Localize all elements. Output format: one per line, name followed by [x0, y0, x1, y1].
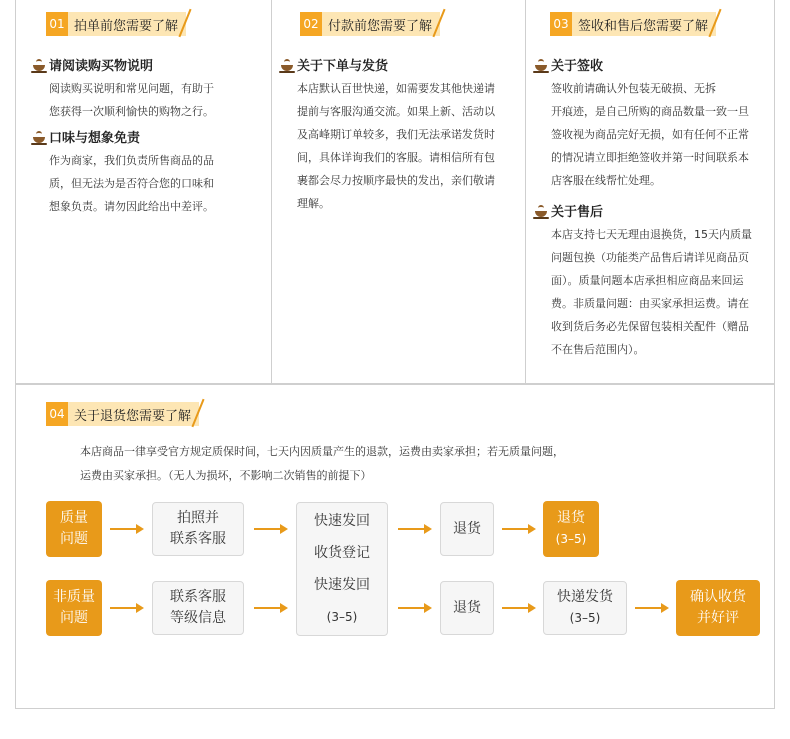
coffee-cup-icon — [533, 205, 549, 219]
paragraph-line: 面）。质量问题本店承担相应商品来回运 — [551, 274, 744, 287]
box-line: (3–5) — [326, 610, 358, 624]
paragraph-line: 不在售后范围内）。 — [551, 343, 645, 356]
return-box-bottom — [440, 581, 494, 635]
paragraph-line: 阅读购买说明和常见问题，有助于 — [49, 82, 214, 95]
box-line: (3–5) — [569, 611, 601, 625]
heading-text: 关于下单与发货 — [297, 58, 389, 74]
section-number: 04 — [46, 402, 68, 426]
box-line: 联系客服 — [170, 589, 226, 605]
box-line: 退货 — [557, 510, 585, 526]
paragraph-line: 本店支持七天无理由退换货，15天内质量 — [551, 228, 752, 241]
box-line: (3–5) — [555, 532, 587, 546]
item-paragraph — [279, 77, 495, 215]
paragraph-line: 您获得一次顺利愉快的购物之行。 — [49, 105, 214, 118]
section-01-content — [31, 56, 214, 218]
item-paragraph — [31, 149, 214, 218]
coffee-cup-icon — [31, 59, 47, 73]
confirm-receipt-box — [676, 580, 760, 636]
box-line: 质量 — [60, 510, 88, 526]
paragraph-line: 提前与客服沟通交流。如果上新、活动以 — [297, 105, 495, 118]
coffee-cup-icon — [533, 59, 549, 73]
section-02-content — [279, 56, 495, 215]
badge-slash-decoration — [716, 12, 726, 36]
coffee-cup-icon — [31, 131, 47, 145]
arrow-right-icon — [502, 603, 536, 613]
heading-text: 请阅读购买物说明 — [49, 58, 154, 74]
ship-back-box — [296, 502, 388, 636]
box-line: 并好评 — [697, 610, 739, 626]
photo-contact-box — [152, 502, 244, 556]
section-title: 签收和售后您需要了解 — [572, 12, 716, 36]
box-line: 问题 — [60, 610, 88, 626]
arrow-right-icon — [254, 524, 288, 534]
box-line: 确认收货 — [690, 589, 746, 605]
section-title: 关于退货您需要了解 — [68, 402, 199, 426]
box-line: 退货 — [453, 599, 481, 616]
section-number: 01 — [46, 12, 68, 36]
intro-line: 本店商品一律享受官方规定质保时间，七天内因质量产生的退款，运费由卖家承担；若无质量问题， — [80, 445, 564, 458]
item-heading — [533, 202, 752, 222]
box-line: 退货 — [453, 520, 481, 537]
item-heading — [31, 56, 214, 76]
quality-issue-box — [46, 501, 102, 557]
paragraph-line: 本店默认百世快递，如需要发其他快递请 — [297, 82, 495, 95]
refund-box — [543, 501, 599, 557]
paragraph-line: 的情况请立即拒绝签收并第一时间联系本 — [551, 151, 749, 164]
paragraph-line: 问题包换（功能类产品售后请详见商品页 — [551, 251, 749, 264]
arrow-right-icon — [502, 524, 536, 534]
item-heading — [533, 56, 752, 76]
paragraph-line: 想象负责。请勿因此给出中差评。 — [49, 200, 214, 213]
intro-line: 运费由买家承担。（无人为损坏，不影响二次销售的前提下） — [80, 469, 372, 482]
item-heading — [279, 56, 495, 76]
section-number: 03 — [550, 12, 572, 36]
section-title: 付款前您需要了解 — [322, 12, 440, 36]
item-paragraph — [533, 77, 752, 192]
coffee-cup-icon — [279, 59, 295, 73]
box-line: 快递发货 — [557, 589, 613, 605]
column-divider — [271, 0, 272, 384]
paragraph-line: 裹都会尽力按顺序最快的发出，亲们敬请 — [297, 174, 495, 187]
item-paragraph — [533, 223, 752, 361]
paragraph-line: 及高峰期订单较多，我们无法承诺发货时 — [297, 128, 495, 141]
box-line: 等级信息 — [170, 610, 226, 626]
box-line: 收货登记 — [314, 545, 370, 561]
box-line: 联系客服 — [170, 531, 226, 547]
column-divider — [525, 0, 526, 384]
returns-intro — [80, 440, 564, 488]
returns-panel — [15, 384, 775, 709]
arrow-right-icon — [254, 603, 288, 613]
section-03-content — [533, 56, 752, 361]
arrow-right-icon — [110, 603, 144, 613]
item-paragraph — [31, 77, 214, 123]
heading-text: 口味与想象免责 — [49, 130, 141, 146]
paragraph-line: 收到货后务必先保留包装相关配件（赠品 — [551, 320, 749, 333]
paragraph-line: 理解。 — [297, 197, 330, 210]
arrow-right-icon — [398, 603, 432, 613]
badge-slash-decoration — [186, 12, 196, 36]
arrow-right-icon — [398, 524, 432, 534]
section-badge-01 — [46, 12, 196, 36]
badge-slash-decoration — [440, 12, 450, 36]
paragraph-line: 作为商家，我们负责所售商品的品 — [49, 154, 214, 167]
non-quality-issue-box — [46, 580, 102, 636]
contact-grade-box — [152, 581, 244, 635]
express-ship-box — [543, 581, 627, 635]
arrow-right-icon — [635, 603, 669, 613]
section-number: 02 — [300, 12, 322, 36]
section-badge-03 — [550, 12, 726, 36]
box-line: 非质量 — [53, 589, 95, 605]
section-badge-02 — [300, 12, 450, 36]
paragraph-line: 质，但无法为是否符合您的口味和 — [49, 177, 214, 190]
return-box-top — [440, 502, 494, 556]
paragraph-line: 费。非质量问题：由买家承担运费。请在 — [551, 297, 749, 310]
heading-text: 关于签收 — [551, 58, 604, 74]
heading-text: 关于售后 — [551, 204, 604, 220]
item-heading — [31, 128, 214, 148]
section-title: 拍单前您需要了解 — [68, 12, 186, 36]
box-line: 快速发回 — [314, 577, 370, 593]
box-line: 快速发回 — [314, 513, 370, 529]
box-line: 拍照并 — [177, 510, 219, 526]
section-badge-04 — [46, 402, 209, 426]
paragraph-line: 开痕迹，是自己所购的商品数量一致一旦 — [551, 105, 749, 118]
badge-slash-decoration — [199, 402, 209, 426]
paragraph-line: 店客服在线帮忙处理。 — [551, 174, 661, 187]
paragraph-line: 签收前请确认外包装无破损、无拆 — [551, 82, 716, 95]
arrow-right-icon — [110, 524, 144, 534]
paragraph-line: 签收视为商品完好无损，如有任何不正常 — [551, 128, 749, 141]
paragraph-line: 间，具体详询我们的客服。请相信所有包 — [297, 151, 495, 164]
box-line: 问题 — [60, 531, 88, 547]
